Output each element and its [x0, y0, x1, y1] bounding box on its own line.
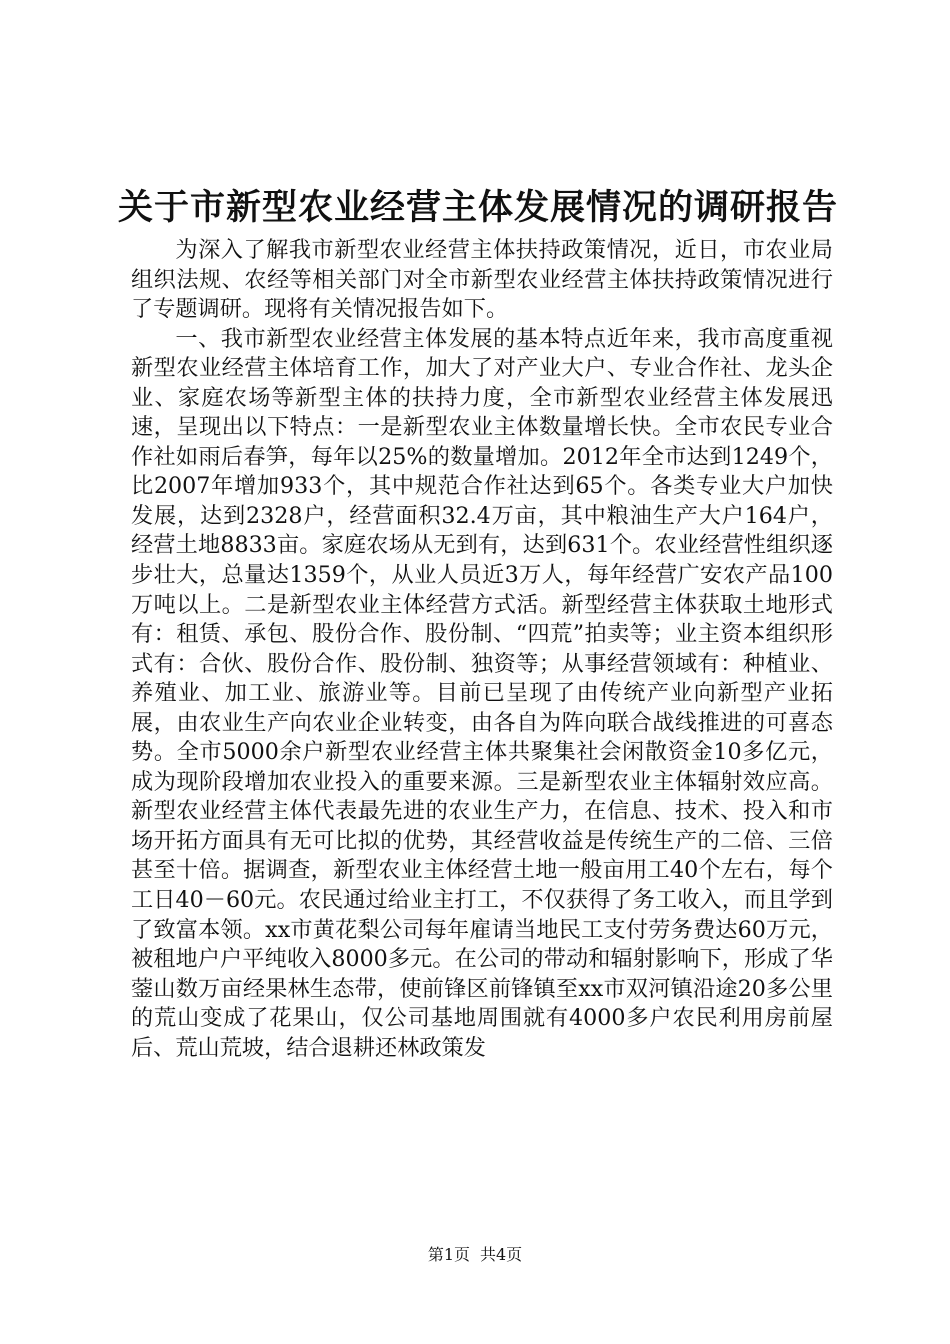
page-footer: [0, 1244, 950, 1266]
paragraph-intro: 为深入了解我市新型农业经营主体扶持政策情况，近日，市农业局组织法规、农经等相关部门对全市新型农业经营主体扶持政策情况进行了专题调研。现将有关情况报告如下。: [131, 237, 833, 323]
paragraph-section-1: 一、我市新型农业经营主体发展的基本特点近年来，我市高度重视新型农业经营主体培育工作，加大了对产业大户、专业合作社、龙头企业、家庭农场等新型主体的扶持力度，全市新型农业经营主体发展迅速，呈现出以下特点：一是新型农业主体数量增长快。全市农民专业合作社如雨后春笋，每年以25%的数量增加。2012年全市达到1249个，比2007年增加933个，其中规范合作社达到65个。各类专业大户加快发展，达到2328户，经营面积32.4万亩，其中粮油生产大户164户，经营土地8833亩。家庭农场从无到有，达到631个。农业经营性组织逐步壮大，总量达1359个，从业人员近3万人，每年经营广安农产品100万吨以上。二是新型农业主体经营方式活。新型经营主体获取土地形式有：租赁、承包、股份合作、股份制、“四荒”拍卖等；业主资本组织形式有：合伙、股份合作、股份制、独资等；从事经营领域有：种植业、养殖业、加工业、旅游业等。目前已呈现了由传统产业向新型产业拓展，由农业生产向农业企业转变，由各自为阵向联合战线推进的可喜态势。全市5000余户新型农业经营主体共聚集社会闲散资金10多亿元，成为现阶段增加农业投入的重要来源。三是新型农业主体辐射效应高。新型农业经营主体代表最先进的农业生产力，在信息、技术、投入和市场开拓方面具有无可比拟的优势，其经营收益是传统生产的二倍、三倍甚至十倍。据调查，新型农业主体经营土地一般亩用工40个左右，每个工日40－60元。农民通过给业主打工，不仅获得了务工收入，而且学到了致富本领。xx市黄花梨公司每年雇请当地民工支付劳务费达60万元，被租地户户平纯收入8000多元。在公司的带动和辐射影响下，形成了华蓥山数万亩经果林生态带，使前锋区前锋镇至xx市双河镇沿途20多公里的荒山变成了花果山，仅公司基地周围就有4000多户农民利用房前屋后、荒山荒坡，结合退耕还林政策发: [131, 325, 833, 1061]
page-total: 共4页: [480, 1245, 523, 1264]
document-body: [131, 236, 833, 1063]
page-number: 第1页: [427, 1245, 470, 1264]
document-title: 关于市新型农业经营主体发展情况的调研报告: [118, 187, 839, 228]
